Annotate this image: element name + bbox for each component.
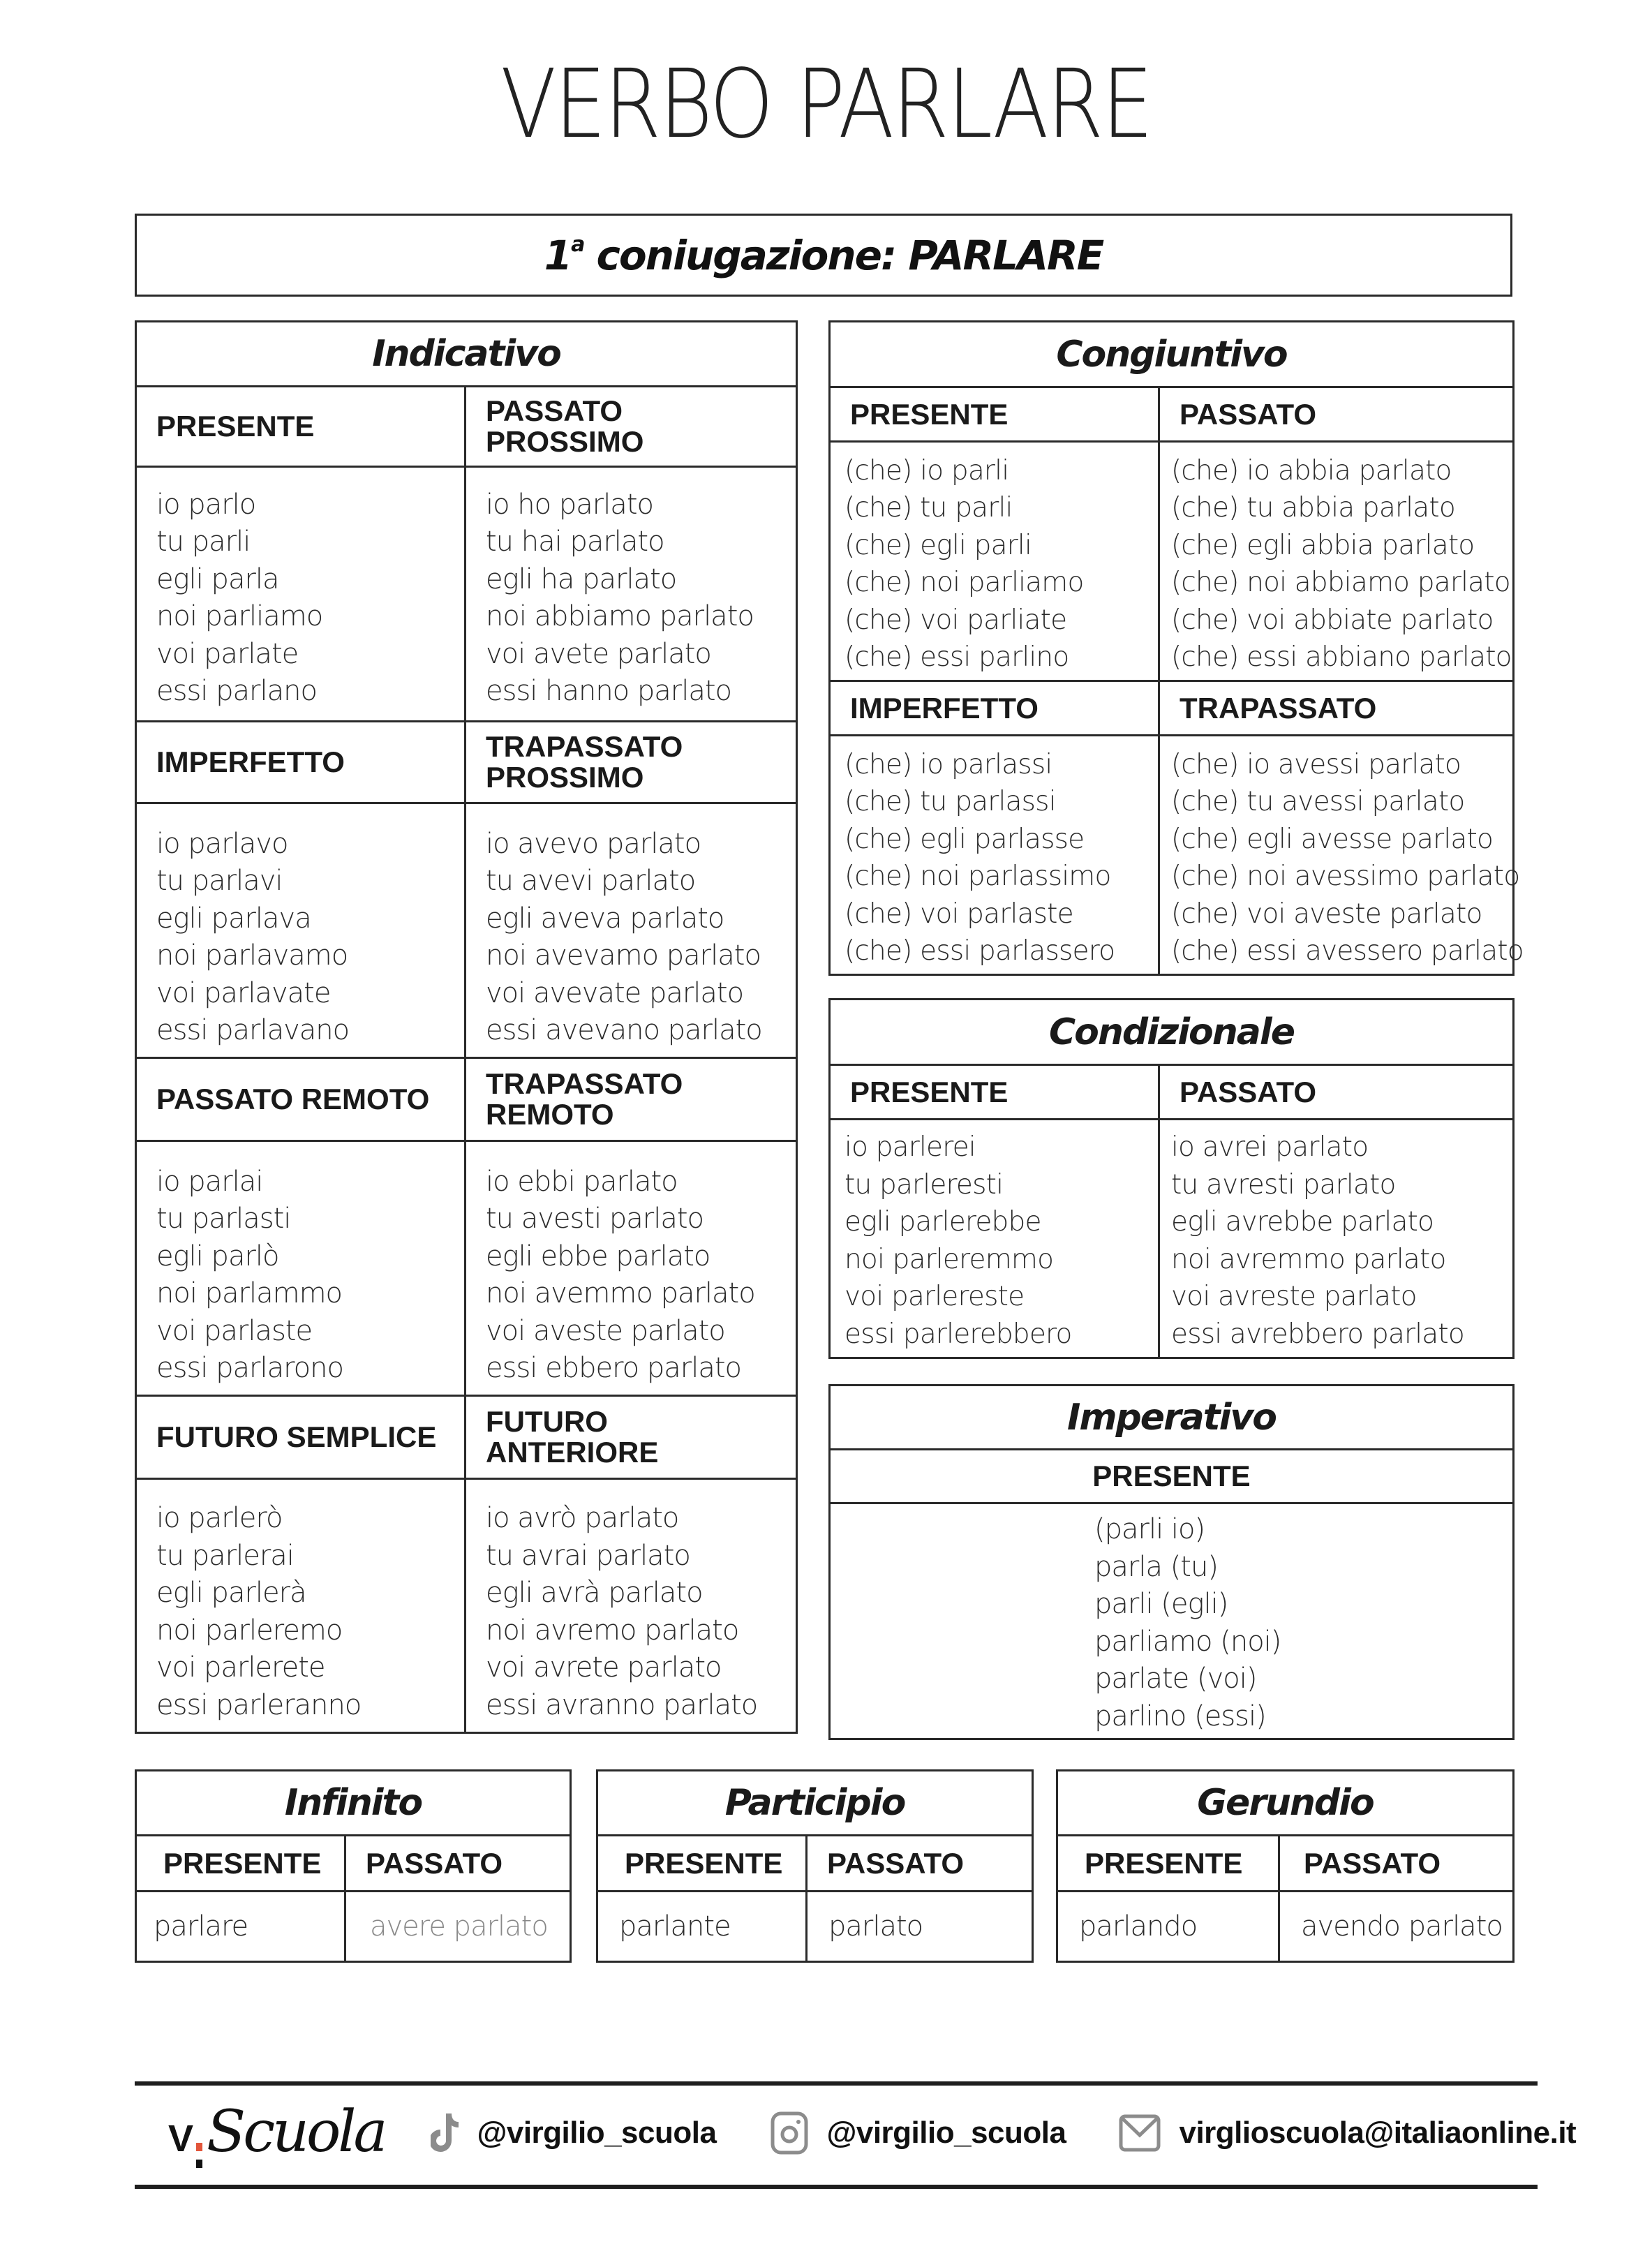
footer-bottom-divider (135, 2185, 1538, 2189)
tiktok-link[interactable] (431, 2112, 716, 2154)
conjugation-label: coniugazione: PARLARE (596, 231, 1103, 279)
tense-header: PRESENTE (830, 387, 1159, 442)
tense-header: PRESENTE (830, 1450, 1514, 1503)
tense-header: PRESENTE (136, 387, 466, 467)
conjugation-banner (135, 214, 1512, 297)
mood-title-imperativo: Imperativo (830, 1385, 1514, 1450)
tense-header: PASSATO (1159, 387, 1514, 442)
ordinal-suffix: a (571, 232, 584, 257)
forms-cell: (che) io abbia parlato (che) tu abbia parlato (che) egli abbia parlato (che) noi abbiamo parlato (che) voi abbiate parlato (che) essi abbiano parlato (1159, 442, 1514, 681)
forms-cell: (parli io) parla (tu) parli (egli) parliamo (noi) parlate (voi) parlino (essi) (830, 1503, 1514, 1739)
brand-logo[interactable] (168, 2099, 385, 2168)
mood-title-infinito: Infinito (136, 1771, 571, 1836)
instagram-handle: @virgilio_scuola (826, 2116, 1066, 2150)
forms-cell: (che) io parli (che) tu parli (che) egli parli (che) noi parliamo (che) voi parliate (che) essi parlino (830, 442, 1159, 681)
mood-title-condizionale: Condizionale (830, 1000, 1514, 1065)
forms-cell: io parlavo tu parlavi egli parlava noi parlavamo voi parlavate essi parlavano (136, 803, 466, 1058)
email-address: virglioscuola@italiaonline.it (1179, 2116, 1577, 2150)
mail-icon (1119, 2114, 1161, 2152)
logo-colon-icon (196, 2143, 202, 2168)
page-title: VERBO PARLARE (500, 50, 1152, 160)
tense-header: PRESENTE (830, 1065, 1159, 1120)
tense-header: PASSATO (1279, 1836, 1514, 1892)
tense-header: PASSATO PROSSIMO (466, 387, 797, 467)
tense-header: FUTURO SEMPLICE (136, 1396, 466, 1479)
tense-header: IMPERFETTO (830, 681, 1159, 736)
indicativo-table (135, 320, 798, 1734)
forms-cell: io avevo parlato tu avevi parlato egli aveva parlato noi avevamo parlato voi avevate parlato essi avevano parlato (466, 803, 797, 1058)
tense-header: PRESENTE (136, 1836, 345, 1892)
conjugation-title (544, 232, 1103, 279)
tense-header: TRAPASSATO PROSSIMO (466, 722, 797, 803)
logo-letter: V (168, 2117, 194, 2160)
logo-script: Scuola (207, 2098, 385, 2165)
tense-header: PASSATO (1159, 1065, 1514, 1120)
tense-header: PASSATO REMOTO (136, 1058, 466, 1141)
congiuntivo-table (828, 320, 1524, 976)
conjugation-number: 1 (544, 231, 572, 279)
form-value: parlare (136, 1892, 345, 1962)
mood-title-congiuntivo: Congiuntivo (830, 322, 1514, 387)
forms-cell: (che) io parlassi (che) tu parlassi (che) egli parlasse (che) noi parlassimo (che) voi parlaste (che) essi parlassero (830, 736, 1159, 975)
tiktok-icon (431, 2112, 459, 2154)
form-value: avere parlato (345, 1892, 571, 1962)
tense-header: TRAPASSATO REMOTO (466, 1058, 797, 1141)
mood-title-gerundio: Gerundio (1057, 1771, 1514, 1836)
participio-table (596, 1769, 1034, 1963)
mood-title-indicativo: Indicativo (136, 322, 797, 387)
gerundio-table (1056, 1769, 1515, 1963)
tiktok-handle: @virgilio_scuola (477, 2116, 717, 2150)
forms-cell: io avrò parlato tu avrai parlato egli avrà parlato noi avremo parlato voi avrete parlato essi avranno parlato (466, 1479, 797, 1733)
tense-header: PASSATO (345, 1836, 571, 1892)
mood-title-participio: Participio (597, 1771, 1033, 1836)
forms-cell: io ebbi parlato tu avesti parlato egli ebbe parlato noi avemmo parlato voi aveste parlato essi ebbero parlato (466, 1141, 797, 1396)
imperativo-table (828, 1384, 1515, 1740)
tense-header: FUTURO ANTERIORE (466, 1396, 797, 1479)
footer (135, 2081, 1577, 2185)
forms-cell: io parlerei tu parleresti egli parlerebbe noi parleremmo voi parlereste essi parlerebbero (830, 1120, 1159, 1358)
forms-cell: (che) io avessi parlato (che) tu avessi parlato (che) egli avesse parlato (che) noi avessimo parlato (che) voi aveste parlato (che) essi avessero parlato (1159, 736, 1514, 975)
forms-cell: io parlai tu parlasti egli parlò noi parlammo voi parlaste essi parlarono (136, 1141, 466, 1396)
form-value: parlante (597, 1892, 807, 1962)
form-value: parlato (807, 1892, 1033, 1962)
email-link[interactable] (1119, 2114, 1576, 2152)
instagram-icon (771, 2111, 808, 2155)
tense-header: IMPERFETTO (136, 722, 466, 803)
forms-cell: io ho parlato tu hai parlato egli ha parlato noi abbiamo parlato voi avete parlato essi hanno parlato (466, 467, 797, 722)
tense-header: TRAPASSATO (1159, 681, 1514, 736)
tense-header: PRESENTE (597, 1836, 807, 1892)
condizionale-table (828, 998, 1515, 1359)
forms-cell: io avrei parlato tu avresti parlato egli avrebbe parlato noi avremmo parlato voi avreste parlato essi avrebbero parlato (1159, 1120, 1514, 1358)
tense-header: PRESENTE (1057, 1836, 1279, 1892)
instagram-link[interactable] (771, 2111, 1066, 2155)
forms-cell: io parlo tu parli egli parla noi parliamo voi parlate essi parlano (136, 467, 466, 722)
form-value: avendo parlato (1279, 1892, 1514, 1962)
infinito-table (135, 1769, 572, 1963)
tense-header: PASSATO (807, 1836, 1033, 1892)
form-value: parlando (1057, 1892, 1279, 1962)
forms-cell: io parlerò tu parlerai egli parlerà noi parleremo voi parlerete essi parleranno (136, 1479, 466, 1733)
